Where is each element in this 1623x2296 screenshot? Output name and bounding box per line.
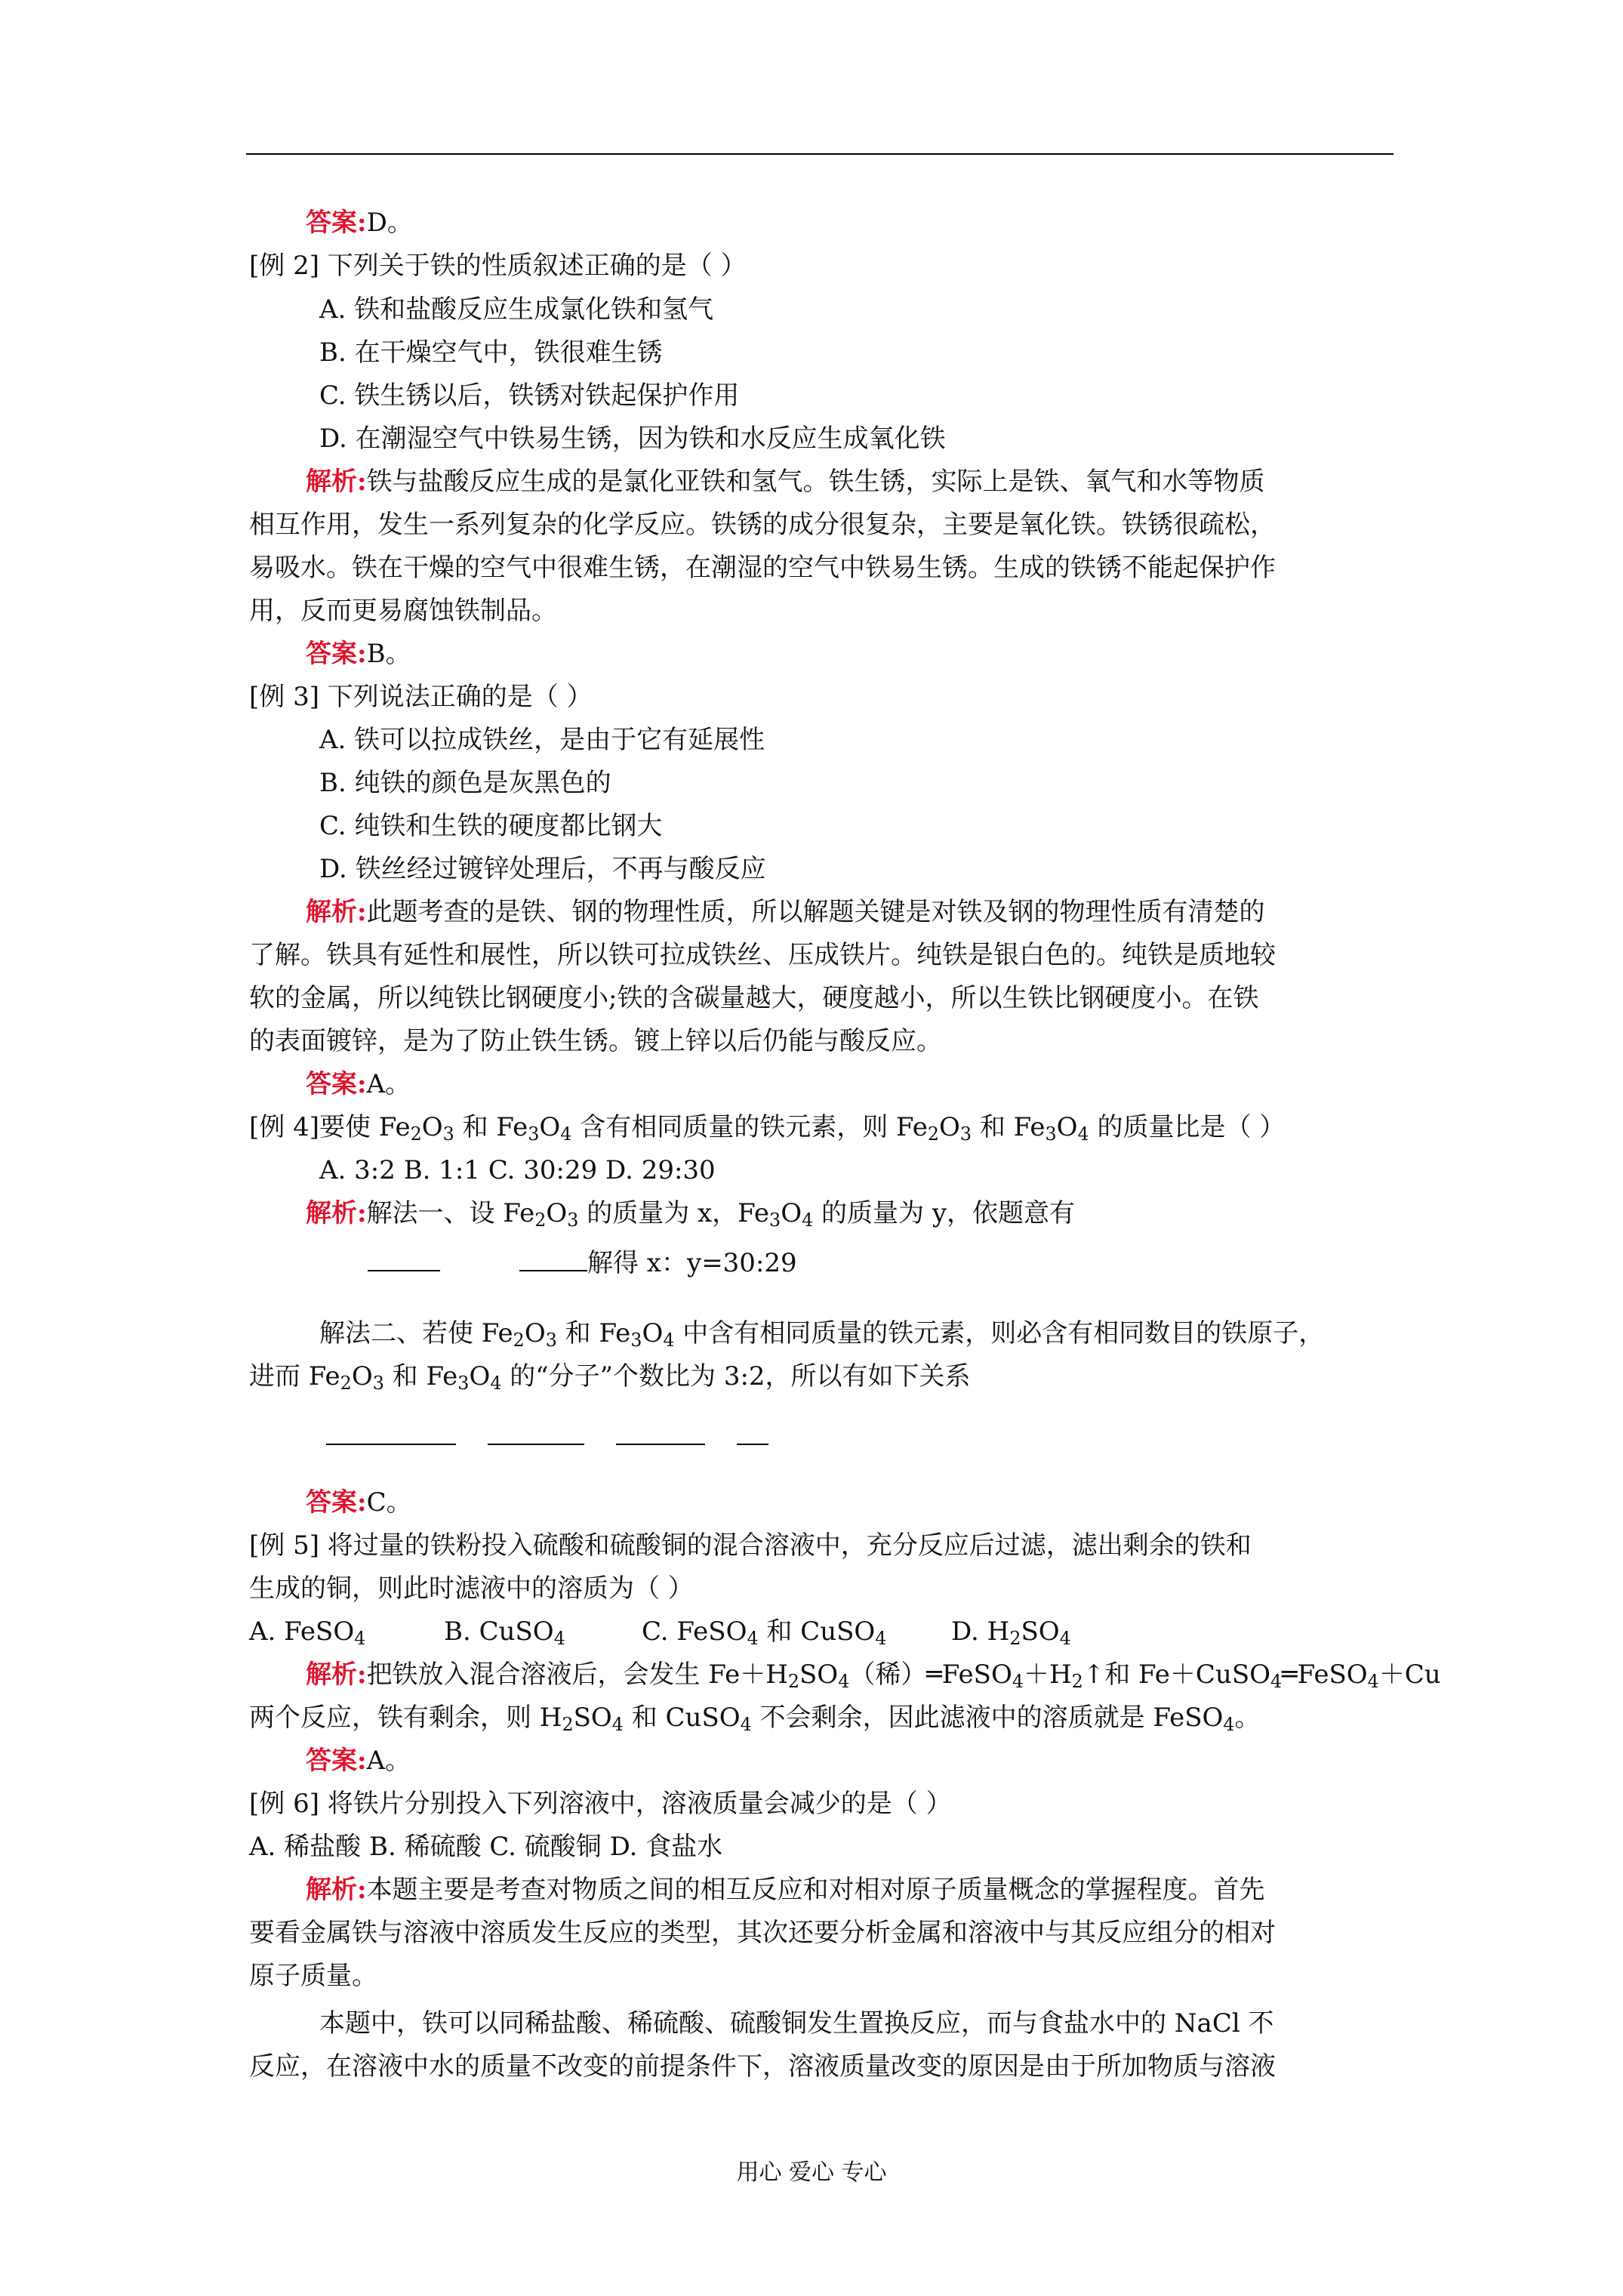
example-2-question: [例 2] 下列关于铁的性质叙述正确的是（ ） (249, 251, 747, 281)
ex6-paragraph-2-line-2: 反应，在溶液中水的质量不改变的前提条件下，溶液质量改变的原因是由于所加物质与溶液 (249, 2051, 1276, 2082)
ex3-option-a: A. 铁可以拉成铁丝，是由于它有延展性 (319, 725, 765, 755)
ex5-option-b: B. CuSO$_4$ (444, 1616, 565, 1649)
fraction-bar (616, 1421, 705, 1445)
ex3-analysis-line-2: 了解。铁具有延性和展性，所以铁可拉成铁丝、压成铁片。纯铁是银白色的。纯铁是质地较 (249, 940, 1276, 970)
answer-text: C。 (366, 1487, 412, 1518)
ex2-analysis-line-1 (306, 463, 1265, 501)
ex2-option-a: A. 铁和盐酸反应生成氯化铁和氢气 (319, 294, 714, 325)
ex6-analysis-line-2: 要看金属铁与溶液中溶质发生反应的类型，其次还要分析金属和溶液中与其反应组分的相对 (249, 1918, 1276, 1948)
analysis-label: 解析: (306, 467, 367, 497)
fraction-bar (326, 1421, 456, 1445)
analysis-text: 铁与盐酸反应生成的是氯化亚铁和氢气。铁生锈，实际上是铁、氧气和水等物质 (366, 467, 1265, 497)
answer-text: A。 (366, 1746, 411, 1776)
ex3-option-c: C. 纯铁和生铁的硬度都比钢大 (319, 811, 663, 841)
example-4-question: [例 4]要使 $Fe_2O_3$ 和 $Fe_3O_4$ 含有相同质量的铁元素，则 $Fe_2O_3$ 和 $Fe_3O_4$ 的质量比是（ ） (249, 1112, 1286, 1145)
answer-label: 答案: (306, 1746, 367, 1776)
ex4-analysis-method-2-line-2: 进而 $Fe_2O_3$ 和 $Fe_3O_4$ 的“分子”个数比为 3:2，所以有如下关系 (249, 1361, 971, 1394)
ex6-paragraph-2-line-1: 本题中，铁可以同稀盐酸、稀硫酸、硫酸铜发生置换反应，而与食盐水中的 NaCl 不 (319, 2008, 1274, 2039)
analysis-text: 本题主要是考查对物质之间的相互反应和对相对原子质量概念的掌握程度。首先 (366, 1875, 1265, 1905)
ex2-analysis-line-3: 易吸水。铁在干燥的空气中很难生锈，在潮湿的空气中铁易生锈。生成的铁锈不能起保护作 (249, 553, 1276, 583)
fraction-bar (519, 1247, 587, 1271)
ex4-method-1-result: 解得 x：y=30:29 (587, 1248, 797, 1278)
example-5-question-line-1: [例 5] 将过量的铁粉投入硫酸和硫酸铜的混合溶液中，充分反应后过滤，滤出剩余的铁和 (249, 1530, 1252, 1561)
ex2-analysis-line-4: 用，反而更易腐蚀铁制品。 (249, 596, 557, 626)
answer-label: 答案: (306, 639, 367, 669)
ex6-analysis-line-3: 原子质量。 (249, 1961, 377, 1991)
answer-text: B。 (366, 639, 411, 669)
answer-text: D。 (366, 208, 413, 238)
ex2-option-b: B. 在干燥空气中，铁很难生锈 (319, 337, 663, 368)
ex4-analysis-method-1: 解析:解法一、设 $Fe_2O_3$ 的质量为 x，$Fe_3O_4$ 的质量为 y，依题意有 (306, 1198, 1076, 1231)
ex2-answer (306, 635, 411, 673)
analysis-label: 解析: (306, 1198, 367, 1228)
ex5-analysis-line-2: 两个反应，铁有剩余，则 $H_2SO_4$ 和 CuSO$_4$ 不会剩余，因此滤液中的溶质就是 FeSO$_4$。 (249, 1703, 1261, 1735)
analysis-text: 此题考查的是铁、钢的物理性质，所以解题关键是对铁及钢的物理性质有清楚的 (366, 897, 1265, 927)
analysis-label: 解析: (306, 1660, 367, 1690)
answer-label: 答案: (306, 1487, 367, 1518)
ex4-formula-line-1 (368, 1244, 797, 1282)
answer-line (306, 204, 413, 242)
ex6-options: A. 稀盐酸 B. 稀硫酸 C. 硫酸铜 D. 食盐水 (249, 1832, 723, 1862)
ex2-option-c: C. 铁生锈以后，铁锈对铁起保护作用 (319, 381, 740, 411)
analysis-label: 解析: (306, 897, 367, 927)
ex3-option-b: B. 纯铁的颜色是灰黑色的 (319, 768, 611, 798)
ex4-answer (306, 1484, 412, 1521)
ex2-analysis-line-2: 相互作用，发生一系列复杂的化学反应。铁锈的成分很复杂，主要是氧化铁。铁锈很疏松， (249, 510, 1276, 540)
fraction-bar (488, 1421, 584, 1445)
ex5-option-c: C. FeSO$_4$ 和 CuSO$_4$ (642, 1616, 887, 1649)
page-footer: 用心 爱心 专心 (736, 2159, 887, 2186)
analysis-label: 解析: (306, 1875, 367, 1905)
example-5-question-line-2: 生成的铜，则此时滤液中的溶质为（ ） (249, 1573, 694, 1604)
header-rule (246, 153, 1394, 155)
ex6-analysis-line-1 (306, 1871, 1265, 1909)
ex4-options: A. 3:2 B. 1:1 C. 30:29 D. 29:30 (319, 1155, 716, 1185)
ex3-option-d: D. 铁丝经过镀锌处理后，不再与酸反应 (319, 854, 766, 884)
ex5-option-a: A. FeSO$_4$ (249, 1616, 366, 1649)
ex4-analysis-method-2-line-1: 解法二、若使 $Fe_2O_3$ 和 $Fe_3O_4$ 中含有相同质量的铁元素，则必含有相同数目的铁原子， (319, 1318, 1325, 1351)
answer-label: 答案: (306, 1069, 367, 1099)
ex3-analysis-line-4: 的表面镀锌，是为了防止铁生锈。镀上锌以后仍能与酸反应。 (249, 1026, 942, 1056)
ex5-option-d: D. $H_2SO_4$ (951, 1616, 1071, 1649)
ex3-analysis-line-3: 软的金属，所以纯铁比钢硬度小;铁的含碳量越大，硬度越小，所以生铁比钢硬度小。在铁 (249, 983, 1259, 1013)
fraction-bar (737, 1421, 768, 1445)
ex3-answer (306, 1065, 411, 1103)
ex2-option-d: D. 在潮湿空气中铁易生锈，因为铁和水反应生成氧化铁 (319, 424, 946, 454)
answer-text: A。 (366, 1069, 411, 1099)
ex3-analysis-line-1 (306, 893, 1265, 931)
example-6-question: [例 6] 将铁片分别投入下列溶液中，溶液质量会减少的是（ ） (249, 1789, 952, 1819)
ex5-answer (306, 1742, 411, 1780)
example-3-question: [例 3] 下列说法正确的是（ ） (249, 682, 593, 712)
ex5-analysis-line-1: 解析:把铁放入混合溶液后，会发生 $Fe+H_2SO_4$（稀）$═FeSO_4+H_2↑$和 Fe＋CuSO$_4$═FeSO$_4$＋Cu (306, 1660, 1441, 1692)
answer-label: 答案: (306, 208, 367, 238)
ex4-formula-line-2 (326, 1418, 768, 1456)
fraction-bar (368, 1247, 440, 1271)
